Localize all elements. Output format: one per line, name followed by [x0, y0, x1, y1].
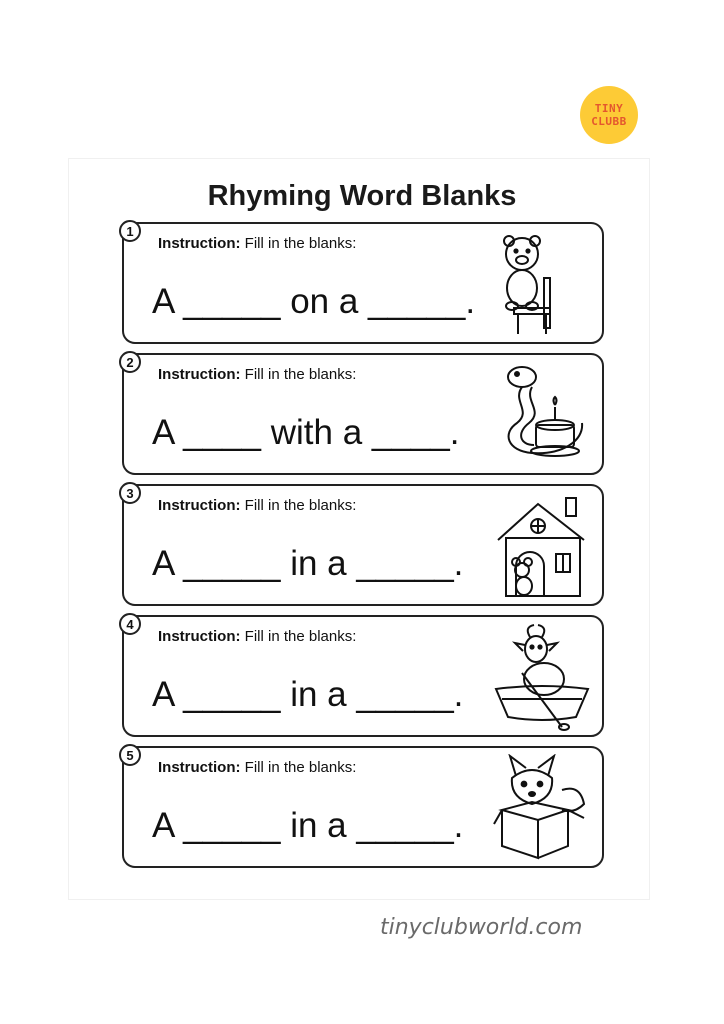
bear-on-chair-icon	[492, 230, 592, 338]
instruction-label: Instruction:	[158, 759, 241, 776]
instruction-text: Fill in the blanks:	[240, 759, 357, 776]
exercise-card-3	[122, 484, 604, 606]
page-title: Rhyming Word Blanks	[207, 180, 517, 212]
instruction-label: Instruction:	[158, 366, 241, 383]
rhyme-sentence: A _____ in a _____.	[152, 806, 464, 845]
instruction	[158, 366, 356, 383]
exercise-card-2	[122, 353, 604, 475]
instruction-text: Fill in the blanks:	[240, 497, 357, 514]
item-number: 2	[119, 351, 141, 373]
item-number: 3	[119, 482, 141, 504]
snake-with-cake-icon	[492, 361, 592, 469]
exercise-card-4	[122, 615, 604, 737]
item-number: 5	[119, 744, 141, 766]
rhyme-sentence: A _____ in a _____.	[152, 544, 464, 583]
rhyme-sentence: A ____ with a ____.	[152, 413, 460, 452]
instruction-label: Instruction:	[158, 628, 241, 645]
website-footer: tinyclubworld.com	[380, 915, 583, 940]
item-number: 4	[119, 613, 141, 635]
instruction-text: Fill in the blanks:	[240, 628, 357, 645]
exercise-card-5	[122, 746, 604, 868]
instruction	[158, 628, 356, 645]
instruction-label: Instruction:	[158, 235, 241, 252]
instruction-text: Fill in the blanks:	[240, 235, 357, 252]
instruction-label: Instruction:	[158, 497, 241, 514]
fox-in-box-icon	[492, 754, 592, 862]
instruction	[158, 759, 356, 776]
tiny-club-logo	[580, 86, 638, 144]
logo-line-1: TINY	[594, 102, 624, 115]
instruction	[158, 235, 356, 252]
item-number: 1	[119, 220, 141, 242]
goat-in-boat-icon	[492, 623, 592, 731]
exercise-card-1	[122, 222, 604, 344]
instruction	[158, 497, 356, 514]
mouse-in-house-icon	[492, 492, 592, 600]
rhyme-sentence: A _____ in a _____.	[152, 675, 464, 714]
rhyme-sentence: A _____ on a _____.	[152, 282, 476, 321]
instruction-text: Fill in the blanks:	[240, 366, 357, 383]
logo-line-2: CLUBB	[591, 115, 627, 128]
